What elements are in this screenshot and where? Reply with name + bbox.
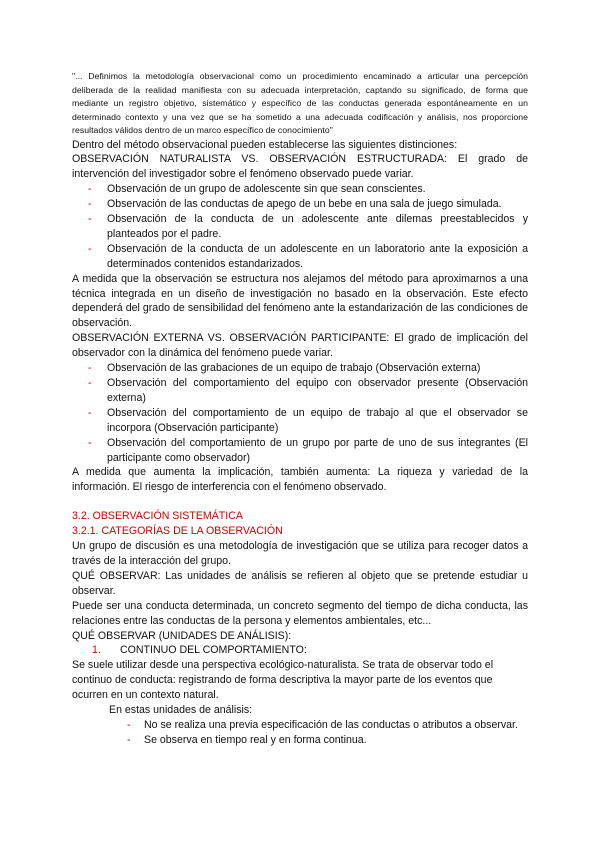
subsection-title: 3.2.1. CATEGORÍAS DE LA OBSERVACIÓN [72,525,283,538]
dash-bullet: - [88,377,92,389]
list-number: 1. [92,644,101,657]
que-observar-paragraph: QUÉ OBSERVAR: Las unidades de análisis se refieren al objeto que se pretende estudiar u observar. [72,569,528,597]
dash-bullet: - [127,718,131,731]
list-item: - Observación de la conducta de un adolescente en un laboratorio ante la exposición a determinados contenidos estandarizados. [88,242,528,270]
list-item: - Observación del comportamiento de un grupo por parte de uno de sus integrantes (El participante como observador) [88,436,528,464]
conducta-paragraph: Puede ser una conducta determinada, un concreto segmento del tiempo de dicha conducta, las relaciones entre las conductas de la persona y elementos ambientales, etc... [72,599,528,627]
section-gap [72,495,528,509]
list-item: - Observación de un grupo de adolescente sin que sean conscientes. [88,183,426,196]
externa-heading: OBSERVACIÓN EXTERNA VS. OBSERVACIÓN PARTICIPANTE: El grado de implicación del observador con la dinámica del fenómeno puede variar. [72,332,528,360]
document-page [72,70,528,748]
list-item: - Observación del comportamiento de un equipo de trabajo al que el observador se incorpora (Observación participante) [88,406,528,434]
externa-closing: A medida que aumenta la implicación, también aumenta: La riqueza y variedad de la información. El riesgo de interferencia con el fenómeno observado. [72,466,528,494]
intro-paragraph: Dentro del método observacional pueden establecerse las siguientes distinciones: [72,138,458,151]
naturalista-list [72,182,528,271]
dash-bullet: - [88,436,92,449]
list-item: - Observación de la conducta de un adolescente ante dilemas preestablecidos y planteados por el padre. [88,213,528,240]
numbered-label: CONTINUO DEL COMPORTAMIENTO: [120,644,307,657]
naturalista-heading: OBSERVACIÓN NATURALISTA VS. OBSERVACIÓN ESTRUCTURADA: El grado de intervención del investigador sobre el fenómeno observado puede variar. [72,153,528,181]
list-item: - Observación de las conductas de apego de un bebe en una sala de juego simulada. [88,198,502,211]
dash-bullet: - [88,242,92,255]
externa-list [72,361,528,465]
list-item: - Observación del comportamiento del equipo con observador presente (Observación externa) [88,377,528,404]
unidades-intro: En estas unidades de análisis: [109,704,253,717]
dash-bullet: - [88,362,92,375]
numbered-heading [72,643,528,658]
list-item: - Observación de las grabaciones de un equipo de trabajo (Observación externa) [88,362,481,375]
list-item: - No se realiza una previa especificación de las conductas o atributos a observar. [127,718,518,731]
dash-bullet: - [88,213,92,226]
dash-bullet: - [88,198,92,211]
dash-bullet: - [88,406,92,419]
unidades-heading: QUÉ OBSERVAR (UNIDADES DE ANÁLISIS): [72,629,292,642]
definition-quote: "... Definimos la metodología observacional como un procedimiento encaminado a articular una percepción deliberada de la realidad manifiesta con su adecuada interpretación, captando su significado, de forma que mediante un registro objetivo, sistemático y específico de las conductas generada espontáneamente en un determinado contexto y una vez que se ha sometido a una adecuada codificación y análisis, nos proporcione resultados válidos dentro de un marco específico de conocimiento" [72,71,528,135]
continuo-paragraph: Se suele utilizar desde una perspectiva ecológico-naturalista. Se trata de observar todo el continuo de conducta: registrando de forma descriptiva la mayor parte de los eventos que ocurren en un contexto natural. [72,659,494,702]
section-title: 3.2. OBSERVACIÓN SISTEMÁTICA [72,510,243,523]
grupo-discusion-paragraph: Un grupo de discusión es una metodología de investigación que se utiliza para recoger datos a través de la interacción del grupo. [72,540,528,567]
list-item: - Se observa en tiempo real y en forma continua. [127,733,367,746]
unidades-list [72,718,528,748]
dash-bullet: - [127,733,131,746]
naturalista-closing: A medida que la observación se estructura nos alejamos del método para aproximarnos a una técnica integrada en un diseño de investigación no basado en la observación. Este efecto dependerá del grado de sensibilidad del fenómeno ante la estandarización de las condiciones de observación. [72,272,528,330]
dash-bullet: - [88,183,92,196]
